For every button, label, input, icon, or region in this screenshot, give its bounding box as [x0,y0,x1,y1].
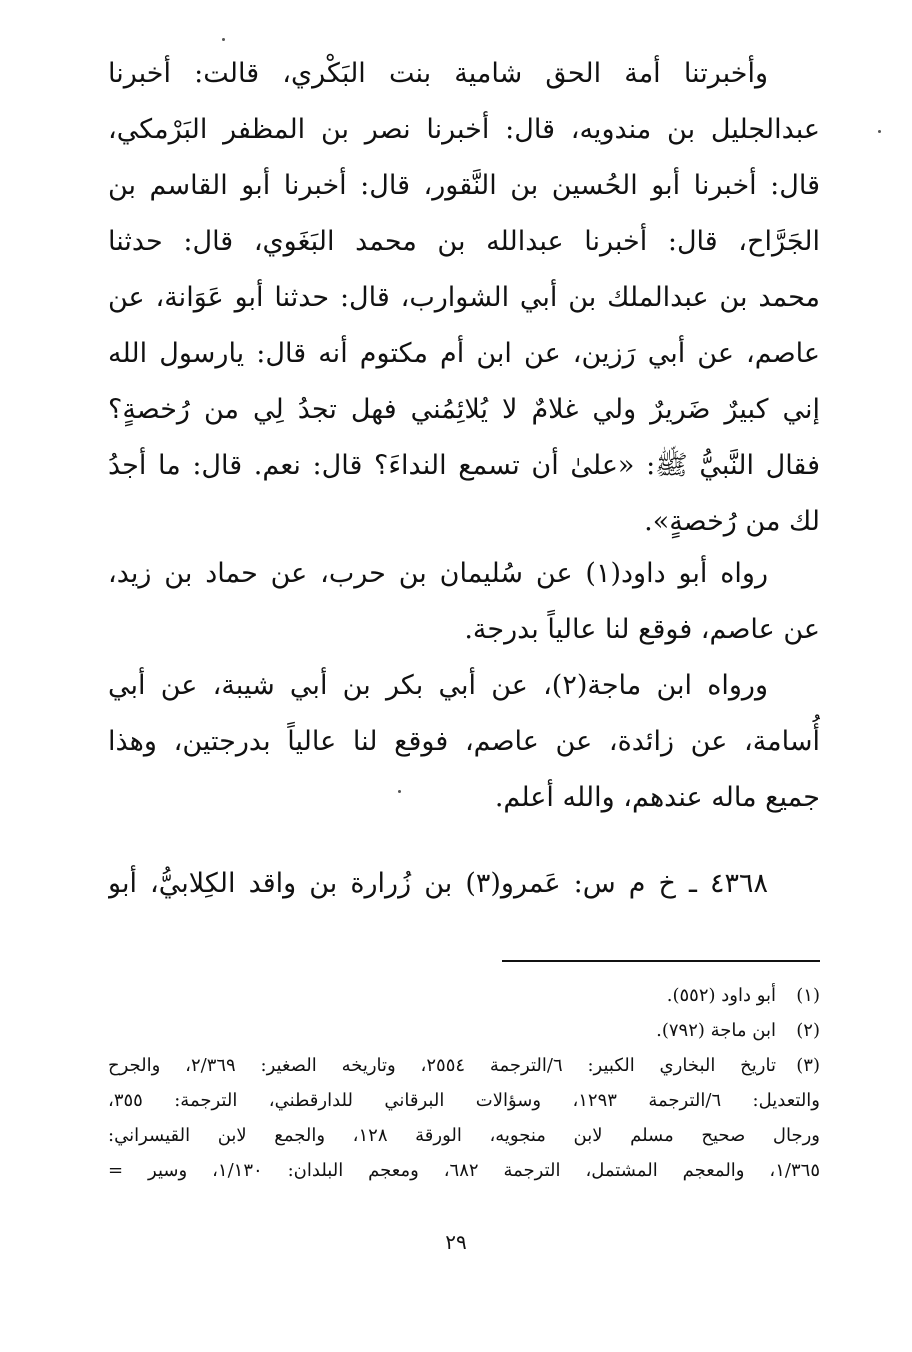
page-number: ٢٩ [445,1230,467,1254]
text-line: رواه أبو داود(١) عن سُليمان بن حرب، عن حماد بن زيد، [108,558,768,589]
footnote-line: ورجال صحيح مسلم لابن منجويه، الورقة ١٢٨، والجمع لابن القيسراني: [108,1125,820,1146]
text-line: جميع ماله عندهم، والله أعلم. [494,782,820,813]
scan-speck [222,38,225,41]
footnote-number: (١) [796,985,820,1006]
footnote-number: (٢) [796,1020,820,1041]
footnote-body [108,1013,776,1048]
footnote-item [108,1048,820,1188]
text-line: عن عاصم، فوقع لنا عالياً بدرجة. [464,614,820,645]
scan-speck [878,130,881,133]
footnote-line: ١/٣٦٥، والمعجم المشتمل، الترجمة ٦٨٢، ومعجم البلدان: ١/١٣٠، وسير = [108,1160,820,1181]
footnote-item [108,1013,820,1048]
footnote-line: والتعديل: ٦/الترجمة ١٢٩٣، وسؤالات البرقاني للدارقطني، الترجمة: ٣٥٥، [108,1090,820,1111]
text-line: الجَرَّاح، قال: أخبرنا عبدالله بن محمد البَغَوي، قال: حدثنا [108,226,820,257]
paragraph-abu-dawud [108,546,820,658]
entry-heading [108,856,820,912]
text-line: لك من رُخصةٍ». [644,506,820,537]
footnotes [108,978,820,1188]
text-line: محمد بن عبدالملك بن أبي الشوارب، قال: حدثنا أبو عَوَانة، عن [108,282,820,313]
footnote-body [108,1048,820,1188]
footnote-line: تاريخ البخاري الكبير: ٦/الترجمة ٢٥٥٤، وتاريخه الصغير: ٢/٣٦٩، والجرح [108,1055,776,1076]
text-line: إني كبيرٌ ضَريرٌ ولي غلامٌ لا يُلائِمُني فهل تجدُ لِي من رُخصةٍ؟ [108,394,820,425]
paragraph-ibn-majah [108,658,820,826]
footnote-number: (٣) [796,1055,820,1076]
text-line: عاصم، عن أبي رَزين، عن ابن أم مكتوم أنه قال: يارسول الله [108,338,820,369]
footnote-item [108,978,820,1013]
paragraph-hadith-chain [108,46,820,550]
text-line: قال: أخبرنا أبو الحُسين بن النَّقور، قال: أخبرنا أبو القاسم بن [108,170,820,201]
text-line: وأخبرتنا أمة الحق شامية بنت البَكْري، قالت: أخبرنا [108,58,768,89]
footnote-line: ابن ماجة (٧٩٢). [656,1020,776,1041]
text-line: أُسامة، عن زائدة، عن عاصم، فوقع لنا عالياً بدرجتين، وهذا [108,726,820,757]
footnote-body [108,978,776,1013]
text-line: عبدالجليل بن مندويه، قال: أخبرنا نصر بن المظفر البَرْمكي، [108,114,820,145]
scan-speck [398,790,401,793]
text-line: فقال النَّبيُّ ﷺ: «علىٰ أن تسمع النداءَ؟ قال: نعم. قال: ما أجدُ [108,450,820,481]
text-line: ورواه ابن ماجة(٢)، عن أبي بكر بن أبي شيبة، عن أبي [108,670,769,701]
entry-heading-text: ٤٣٦٨ ـ خ م س: عَمرو(٣) بن زُرارة بن واقد الكِلابيُّ، أبو [108,868,768,899]
footnote-separator [502,960,820,962]
footnote-line: أبو داود (٥٥٢). [666,985,776,1006]
